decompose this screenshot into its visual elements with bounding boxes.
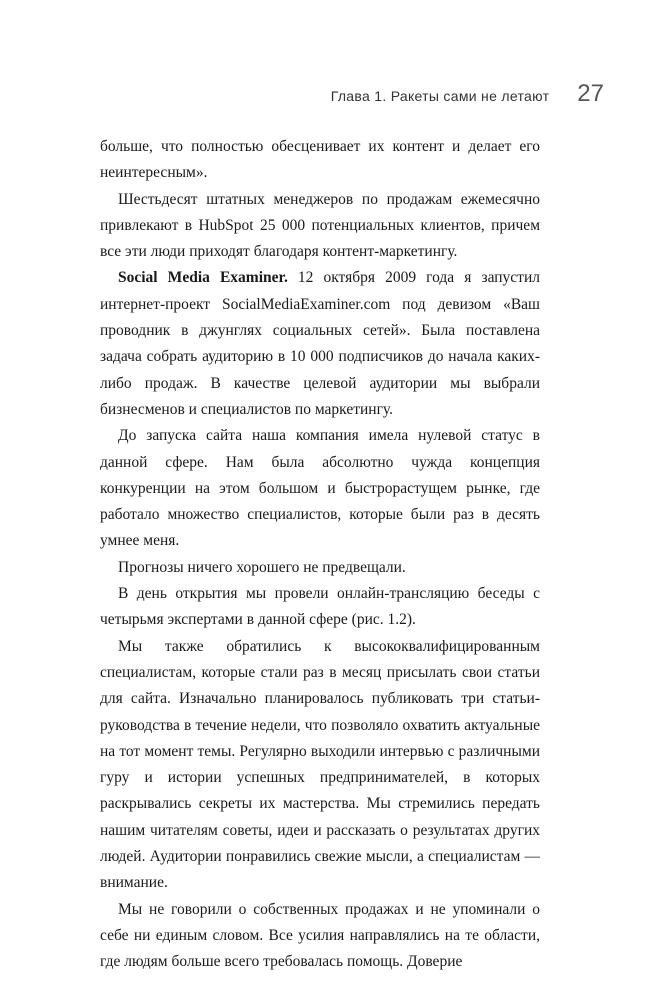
paragraph-text: Шестьдесят штатных менеджеров по продажам ежемесячно привлекают в HubSpot 25 000 потенциальных клиентов, причем все эти люди приходят благодаря контент-маркетингу. [100,190,540,261]
paragraph [100,265,540,423]
paragraph-text: В день открытия мы провели онлайн-трансляцию беседы с четырьмя экспертами в данной сфере (рис. 1.2). [100,585,540,629]
paragraph-text: Мы также обратились к высококвалифицированным специалистам, которые стали раз в месяц присылать свои статьи для сайта. Изначально планировалось публиковать три статьи-руководства в течение недели, что позволяло охватить актуальные на тот момент темы. Регулярно выходили интервью с различными гуру и истории успешных предпринимателей, в которых раскрывались секреты их мастерства. Мы стремились передать нашим читателям советы, идеи и рассказать о результатах других людей. Аудитории понравились свежие мысли, а специалистам — внимание. [100,637,540,892]
paragraph [100,423,540,554]
running-header [310,80,604,120]
paragraph [100,134,540,187]
section-lead: Social Media Examiner. [118,269,288,287]
paragraph-text: Прогнозы ничего хорошего не предвещали. [118,558,406,576]
page-number: 27 [577,80,604,107]
paragraph [100,897,540,976]
paragraph-text: До запуска сайта наша компания имела нулевой статус в данной сфере. Нам была абсолютно чужда концепция конкуренции на этом большом и быстрорастущем рынке, где работало множество специалистов, которые были раз в десять умнее меня. [100,427,540,550]
chapter-title: Глава 1. Ракеты сами не летают [330,88,550,104]
paragraph [100,555,540,581]
paragraph [100,581,540,634]
paragraph-text: больше, что полностью обесценивает их контент и делает его неинтересным». [100,138,540,182]
paragraph [100,187,540,266]
paragraph-text: Мы не говорили о собственных продажах и не упоминали о себе ни единым словом. Все усилия направлялись на те области, где людям больше всего требовалась помощь. Доверие [100,900,540,971]
paragraph [100,634,540,897]
paragraph-text: 12 октября 2009 года я запустил интернет-проект SocialMediaExaminer.com под девизом «Ваш проводник в джунглях социальных сетей». Была поставлена задача собрать аудиторию в 10 000 подписчиков до начала каких-либо продаж. В качестве целевой аудитории мы выбрали бизнесменов и специалистов по маркетингу. [100,269,540,418]
body-text [100,134,540,976]
